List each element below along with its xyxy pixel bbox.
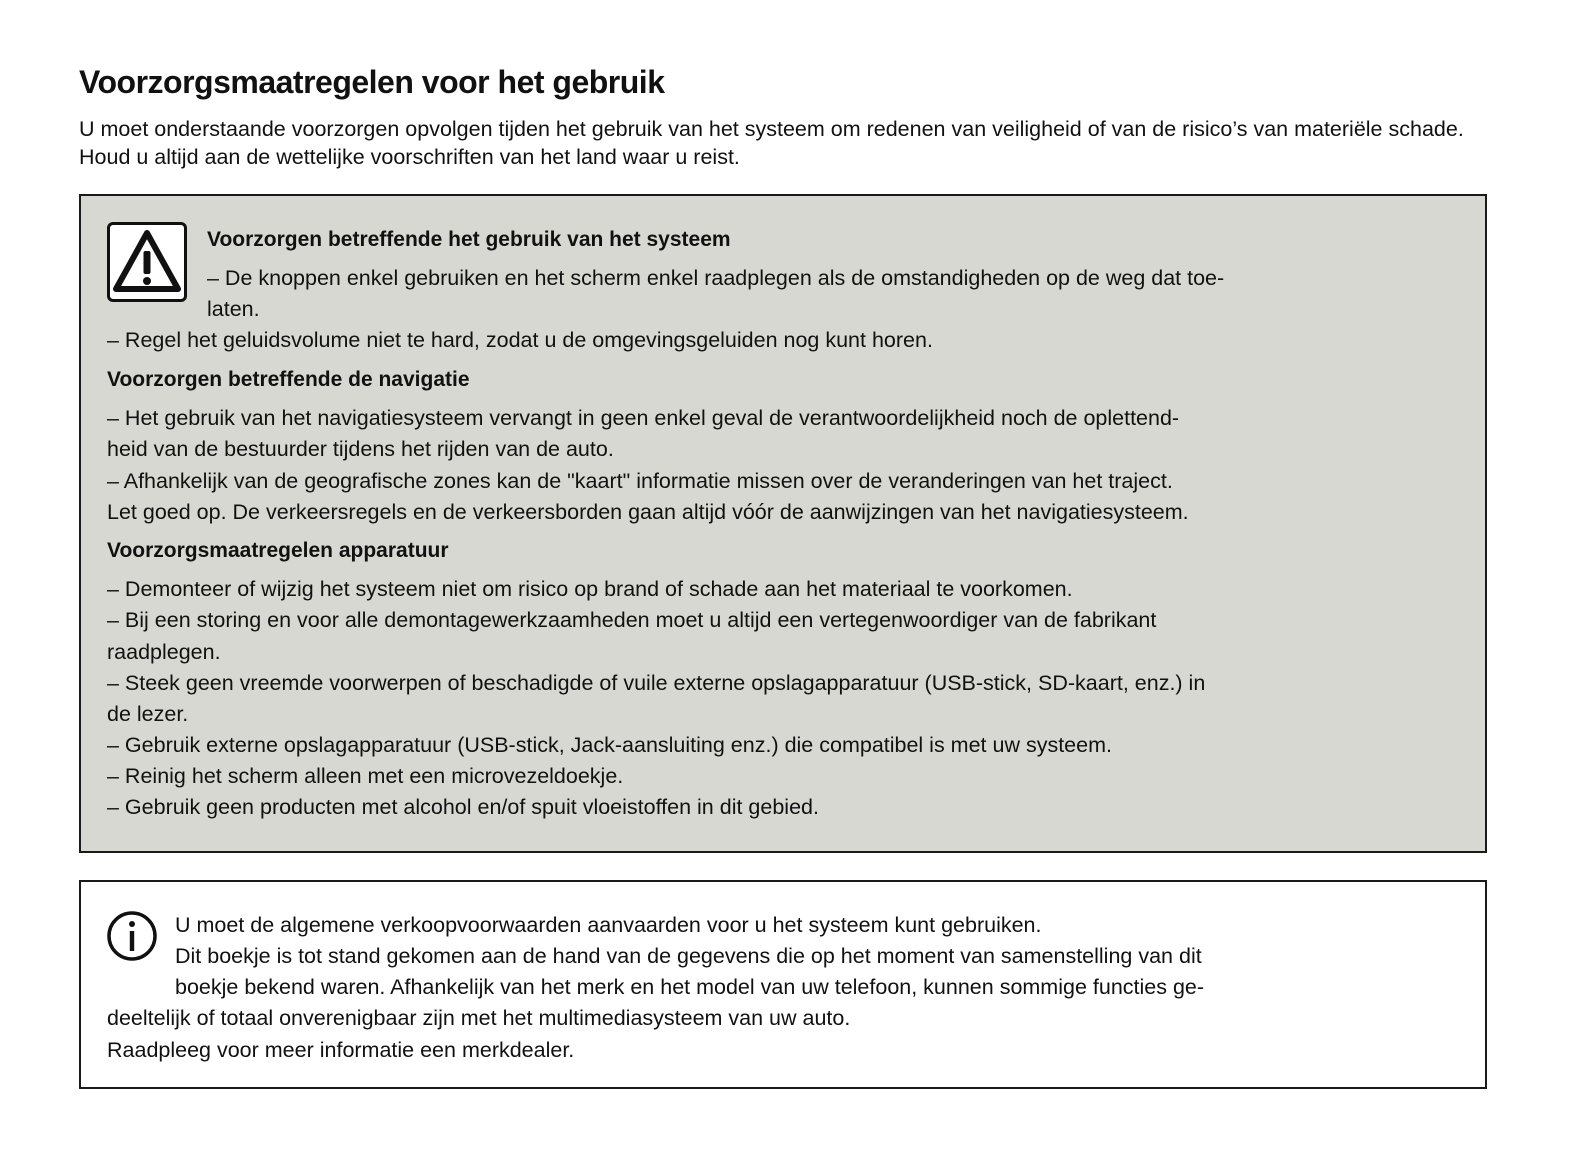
intro-paragraph: U moet onderstaande voorzorgen opvolgen tijden het gebruik van het systeem om redenen van veiligheid of van de risico’s van materiële schade. Houd u altijd aan de wettelijke voorschriften van het land waar u reist. [79, 117, 1464, 169]
warning-box [79, 194, 1487, 853]
info-circle-icon [105, 909, 159, 968]
list-item: – Het gebruik van het navigatiesysteem vervangt in geen enkel geval de verantwoordelijkheid noch de oplettend- [107, 406, 1180, 430]
list-item: – Regel het geluidsvolume niet te hard, zodat u de omgevingsgeluiden nog kunt horen. [107, 328, 933, 352]
list-item: – Gebruik geen producten met alcohol en/of spuit vloeistoffen in dit gebied. [107, 795, 819, 819]
heading-system-usage: Voorzorgen betreffende het gebruik van het systeem [207, 228, 731, 251]
list-item: – Reinig het scherm alleen met een microvezeldoekje. [107, 764, 624, 788]
list-item: – Afhankelijk van de geografische zones kan de "kaart" informatie missen over de veranderingen van het traject. [107, 469, 1173, 493]
list-item: laten. [207, 297, 260, 321]
heading-navigation: Voorzorgen betreffende de navigatie [107, 368, 470, 391]
heading-equipment: Voorzorgsmaatregelen apparatuur [107, 539, 449, 562]
list-item: de lezer. [107, 702, 189, 726]
info-box [79, 880, 1487, 1089]
list-item: – Steek geen vreemde voorwerpen of beschadigde of vuile externe opslagapparatuur (USB-stick, SD-kaart, enz.) in [107, 671, 1206, 695]
list-item: – Gebruik externe opslagapparatuur (USB-stick, Jack-aansluiting enz.) die compatibel is met uw systeem. [107, 733, 1112, 757]
page-title: Voorzorgsmaatregelen voor het gebruik [79, 64, 665, 100]
info-line: Raadpleeg voor meer informatie een merkdealer. [107, 1038, 575, 1062]
list-item: – Bij een storing en voor alle demontagewerkzaamheden moet u altijd een vertegenwoordiger van de fabrikant [107, 608, 1157, 632]
list-item: Let goed op. De verkeersregels en de verkeersborden gaan altijd vóór de aanwijzingen van het navigatiesysteem. [107, 500, 1189, 524]
list-item: heid van de bestuurder tijdens het rijden van de auto. [107, 437, 614, 461]
info-line: Dit boekje is tot stand gekomen aan de hand van de gegevens die op het moment van samenstelling van dit [175, 944, 1202, 968]
list-item: – De knoppen enkel gebruiken en het scherm enkel raadplegen als de omstandigheden op de weg dat toe- [207, 266, 1225, 290]
info-line: boekje bekend waren. Afhankelijk van het merk en het model van uw telefoon, kunnen sommige functies ge- [175, 975, 1205, 999]
list-item: – Demonteer of wijzig het systeem niet om risico op brand of schade aan het materiaal te voorkomen. [107, 577, 1073, 601]
warning-triangle-icon [107, 222, 187, 302]
info-line: U moet de algemene verkoopvoorwaarden aanvaarden voor u het systeem kunt gebruiken. [175, 913, 1042, 937]
list-item: raadplegen. [107, 640, 221, 664]
info-line: deeltelijk of totaal onverenigbaar zijn met het multimediasysteem van uw auto. [107, 1006, 851, 1030]
